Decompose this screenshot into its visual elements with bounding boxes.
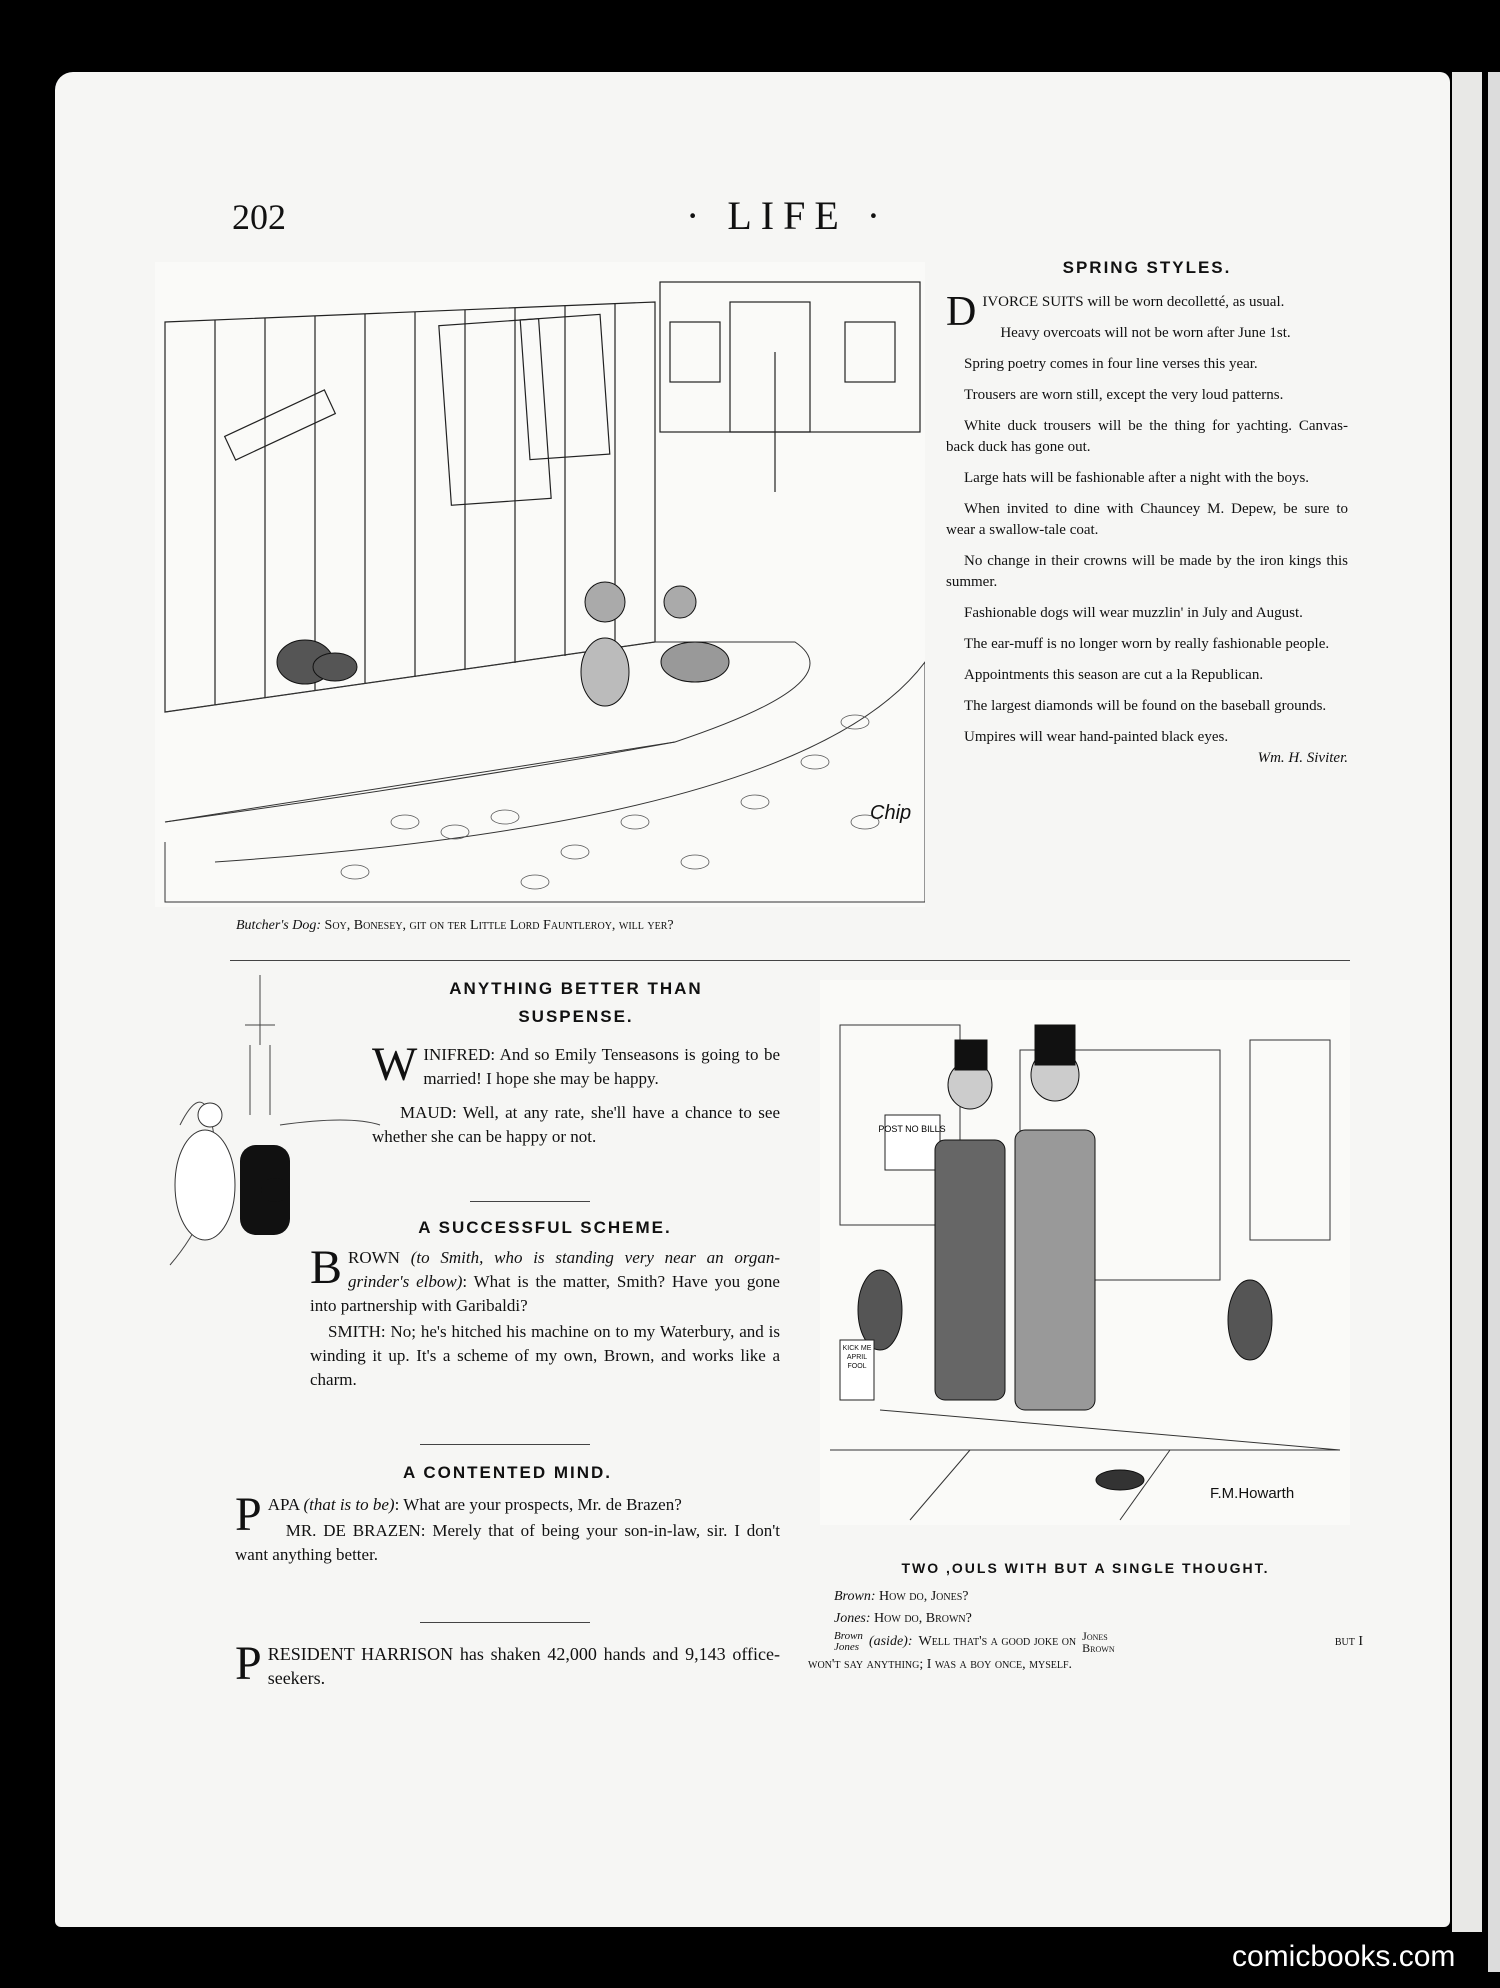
stacked-name: Brown — [1082, 1641, 1115, 1655]
page-number: 202 — [232, 197, 286, 237]
short-divider — [420, 1622, 590, 1623]
spring-item: Appointments this season are cut a la Republican. — [964, 667, 1264, 683]
scheme-section — [310, 1218, 780, 1402]
stacked-speaker: Jones — [834, 1641, 860, 1653]
scheme-p2: SMITH: No; he's hitched his machine on to my Waterbury, and is winding it up. It's a scheme of my own, Brown, and works like a charm. — [310, 1322, 780, 1389]
suspense-p2: MAUD: Well, at any rate, she'll have a chance to see whether she can be happy or not. — [372, 1103, 780, 1146]
spring-styles-heading: SPRING STYLES. — [1062, 258, 1232, 277]
kick-me-sign-text: KICK ME APRIL FOOL — [842, 1345, 872, 1370]
dialogue-speaker: Jones: — [834, 1611, 871, 1626]
spring-item: Umpires will wear hand-painted black eyes. — [964, 729, 1229, 745]
spring-item: The largest diamonds will be found on the baseball grounds. — [964, 698, 1327, 714]
spring-item: The ear-muff is no longer worn by really fashionable people. — [964, 636, 1330, 652]
section-divider — [230, 960, 1350, 961]
contented-speaker: APA — [267, 1495, 300, 1514]
spring-item: White duck trousers will be the thing for yachting. Canvas-back duck has gone out. — [946, 418, 1348, 455]
spring-item: Heavy overcoats will not be worn after June 1st. — [1000, 325, 1291, 341]
spring-item: Spring poetry comes in four line verses this year. — [964, 356, 1258, 372]
stacked-speaker: Brown — [834, 1630, 863, 1642]
dialogue-line: Well that's a good joke on — [918, 1634, 1077, 1649]
dialogue-aside: (aside): — [868, 1634, 913, 1649]
suspense-heading — [372, 975, 780, 1031]
drop-cap: B — [310, 1241, 343, 1294]
dialogue-speaker: Brown: — [834, 1589, 876, 1604]
author-signature: Wm. H. Siviter. — [1257, 750, 1348, 766]
dialogue-line: but I — [1334, 1634, 1363, 1649]
caption-text: Soy, Bonesey, git on ter Little Lord Fauntleroy, will yer? — [324, 918, 674, 933]
spring-item: Fashionable dogs will wear muzzlin' in July and August. — [964, 605, 1303, 621]
suspense-heading-line1: ANYTHING BETTER THAN — [449, 979, 703, 998]
handshake-cartoon-drawing — [820, 980, 1350, 1525]
dialogue-line: won't say anything; I was a boy once, myself. — [808, 1657, 1073, 1672]
site-watermark: comicbooks.com — [1232, 1940, 1456, 1973]
suspense-heading-line2: SUSPENSE. — [518, 1007, 634, 1026]
contented-p1: : What are your prospects, Mr. de Brazen? — [394, 1495, 682, 1514]
spring-item: When invited to dine with Chauncey M. Depew, be sure to wear a swallow-tale coat. — [946, 501, 1348, 538]
spring-item: No change in their crowns will be made by the iron kings this summer. — [946, 553, 1348, 590]
handshake-caption — [808, 1560, 1363, 1676]
cartoonist-signature: F.M.Howarth — [1210, 1485, 1295, 1502]
short-divider — [420, 1444, 590, 1445]
cartoonist-signature: Chip — [870, 802, 912, 824]
suspense-p1: INIFRED: And so Emily Tenseasons is going to be married! I hope she may be happy. — [423, 1045, 780, 1088]
contented-section — [235, 1463, 780, 1577]
scheme-heading: A SUCCESSFUL SCHEME. — [418, 1218, 672, 1237]
dog-cartoon-drawing — [155, 262, 925, 907]
next-page-strip — [1488, 72, 1500, 1972]
scheme-aside: (to Smith, who is standing very near an organ-grinder's elbow) — [348, 1248, 781, 1291]
spring-styles-column — [946, 258, 1348, 767]
drop-cap: P — [235, 1488, 262, 1541]
drop-cap: W — [372, 1038, 418, 1091]
sign-text: POST NO BILLS — [878, 1124, 946, 1134]
dog-cartoon — [155, 262, 925, 907]
caption-speaker: Butcher's Dog: — [236, 918, 322, 933]
harrison-text: RESIDENT HARRISON has shaken 42,000 hands and 9,143 office-seekers. — [267, 1644, 780, 1688]
spring-item: Trousers are worn still, except the very loud patterns. — [964, 387, 1284, 403]
dialogue-line: How do, Brown? — [874, 1611, 972, 1626]
stacked-name: Jones — [1082, 1629, 1108, 1643]
spring-lead: IVORCE SUITS will be worn decolletté, as usual. — [982, 294, 1285, 310]
harrison-section — [235, 1637, 780, 1700]
masthead-title: · LIFE · — [686, 193, 890, 238]
contented-aside: (that is to be) — [303, 1495, 395, 1514]
drop-cap: D — [946, 289, 977, 335]
dialogue-line: How do, Jones? — [878, 1589, 969, 1604]
page-edge — [1452, 72, 1482, 1932]
spring-item: Large hats will be fashionable after a night with the boys. — [964, 470, 1310, 486]
suspense-section — [372, 975, 780, 1159]
handshake-title: TWO ,OULS WITH BUT A SINGLE THOUGHT. — [901, 1560, 1270, 1576]
short-divider — [470, 1201, 590, 1202]
contented-p2: MR. DE BRAZEN: Merely that of being your son-in-law, sir. I don't want anything better. — [235, 1521, 780, 1564]
dog-cartoon-caption — [236, 918, 936, 934]
contented-heading: A CONTENTED MIND. — [402, 1463, 613, 1482]
scheme-p1: : What is the matter, Smith? Have you gone into partnership with Garibaldi? — [310, 1272, 780, 1315]
scheme-speaker: ROWN — [348, 1248, 400, 1267]
drop-cap: P — [235, 1637, 262, 1690]
handshake-cartoon — [820, 980, 1350, 1525]
